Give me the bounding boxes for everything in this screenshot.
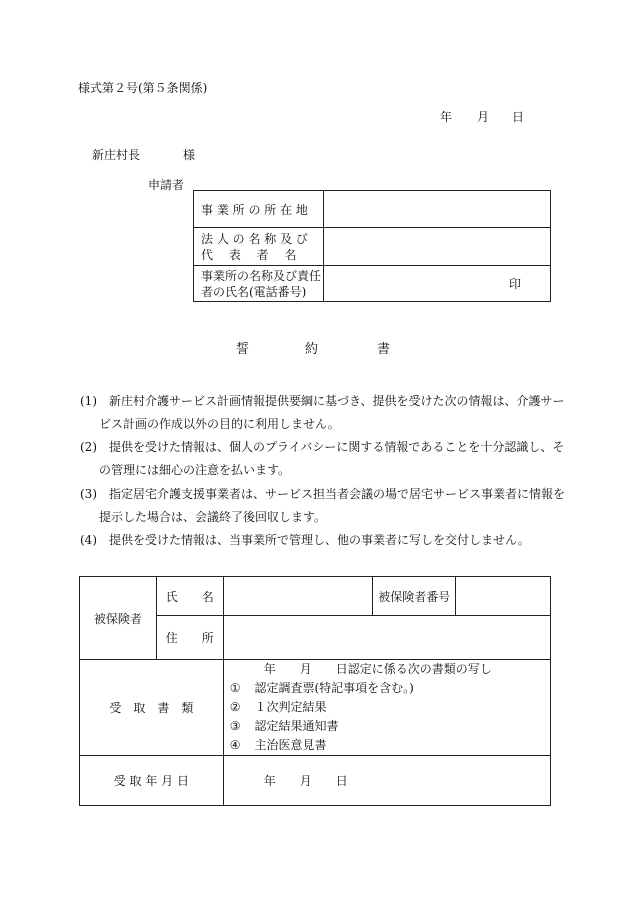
pledge-3-cont: 提示した場合は、会議終了後回収します。 [99, 510, 327, 524]
office-label-line1: 事業所の名称及び責任 [201, 268, 322, 283]
pledge-3-text: 指定居宅介護支援事業者は、サービス担当者会議の場で居宅サービス事業者に情報を [109, 487, 566, 501]
corp-label-cell [194, 228, 324, 266]
corp-label-line1: 法 人 の 名 称 及 び [201, 231, 308, 246]
pledge-2-number: (2) [80, 440, 97, 454]
pledge-3-number: (3) [80, 487, 97, 501]
pledge-4-text: 提供を受けた情報は、当事業所で管理し、他の事業者に写しを交付しません。 [109, 533, 530, 547]
doc-item-1-text: 認定調査票(特記事項を含む。) [254, 681, 414, 695]
insured-table [79, 576, 551, 806]
insured-label-cell [80, 577, 157, 660]
addressee-honorific: 様 [183, 148, 196, 162]
office-label-cell [194, 266, 324, 302]
pledge-2-text: 提供を受けた情報は、個人のプライバシーに関する情報であることを十分認識し、そ [109, 440, 565, 454]
doc-item-1-num: ① [229, 681, 241, 695]
pledge-1-cont: ビス計画の作成以外の目的に利用しません。 [99, 417, 340, 431]
insured-label: 被保険者 [93, 611, 142, 626]
seal-mark: 印 [508, 277, 521, 291]
date-day-label: 日 [512, 110, 525, 124]
doc-item-2-text: １次判定結果 [254, 700, 327, 714]
applicant-label: 申請者 [148, 178, 185, 192]
location-label: 事 業 所 の 所 在 地 [201, 202, 308, 217]
pledge-2 [80, 438, 564, 455]
doc-item [224, 717, 550, 736]
office-input-cell[interactable] [323, 266, 550, 302]
doc-item [224, 679, 550, 698]
received-date-cell[interactable] [223, 756, 550, 806]
name-label: 氏 名 [165, 589, 214, 604]
applicant-table [193, 190, 551, 302]
title-char-3: 書 [377, 342, 391, 357]
received-date-label: 受 取 年 月 日 [113, 774, 189, 788]
insured-number-label-cell [373, 577, 456, 616]
doc-item-2-num: ② [229, 700, 241, 714]
form-number: 様式第２号(第５条関係) [78, 81, 208, 95]
title-char-1: 誓 [236, 342, 250, 357]
pledge-1-text: 新庄村介護サービス計画情報提供要綱に基づき、提供を受けた次の情報は、介護サー [109, 394, 565, 408]
date-month-label: 月 [477, 110, 490, 124]
doc-item-3-text: 認定結果通知書 [254, 719, 339, 733]
corp-label-line2: 代 表 者 名 [201, 247, 297, 262]
title-char-2: 約 [305, 342, 319, 357]
location-label-cell [194, 191, 324, 228]
date-year-label: 年 [440, 110, 453, 124]
received-date-value: 年 月 日 [263, 774, 348, 788]
doc-item-4-text: 主治医意見書 [254, 738, 327, 752]
pledge-4 [80, 531, 530, 548]
office-label-line2: 者の氏名(電話番号) [201, 284, 307, 299]
pledge-1-number: (1) [80, 394, 97, 408]
insured-number-input-cell[interactable] [456, 577, 551, 616]
doc-item [224, 698, 550, 717]
name-label-cell [156, 577, 223, 616]
pledge-1 [80, 392, 565, 409]
received-docs-label: 受 取 書 類 [109, 701, 194, 715]
address-label: 住 所 [165, 631, 214, 645]
address-label-cell [156, 616, 223, 660]
doc-item-3-num: ③ [229, 719, 241, 733]
docs-list-cell [223, 660, 550, 756]
location-input-cell[interactable] [323, 191, 550, 228]
doc-item-4-num: ④ [229, 738, 241, 752]
pledge-3 [80, 485, 565, 502]
pledge-2-cont: の管理には細心の注意を払います。 [99, 463, 291, 477]
insured-number-label: 被保険者番号 [378, 589, 451, 604]
name-input-cell[interactable] [223, 577, 373, 616]
docs-header: 年 月 日認定に係る次の書類の写し [263, 662, 492, 676]
received-docs-label-cell [80, 660, 224, 756]
doc-item [224, 736, 550, 755]
pledge-4-number: (4) [80, 533, 97, 547]
corp-input-cell[interactable] [323, 228, 550, 266]
addressee-name: 新庄村長 [92, 148, 141, 162]
received-date-label-cell [80, 756, 224, 806]
address-input-cell[interactable] [223, 616, 550, 660]
